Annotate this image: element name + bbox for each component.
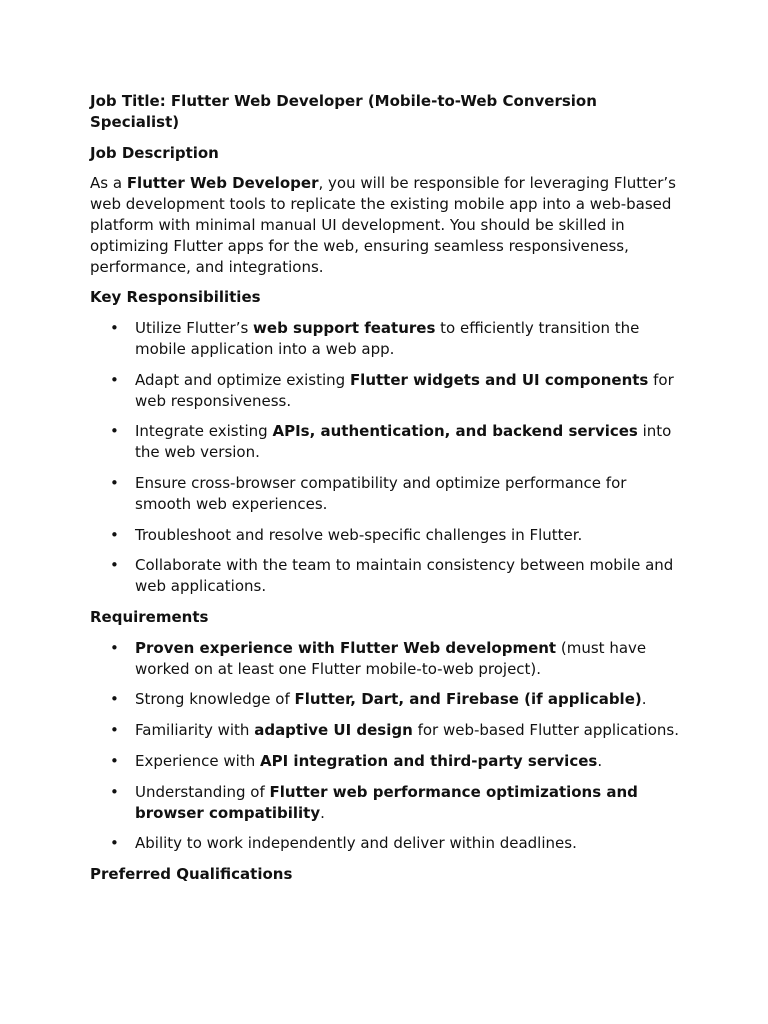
job-description-heading: Job Description (90, 143, 219, 162)
list-item (90, 370, 682, 412)
list-item (90, 525, 682, 546)
text-run: for web-based Flutter applications. (412, 721, 679, 740)
text-run: As a (90, 174, 127, 193)
document-page (90, 91, 682, 895)
bold-run: Flutter Web Developer (126, 174, 319, 193)
bold-run: Proven experience with Flutter Web development (135, 638, 557, 657)
text-run: Ability to work independently and deliver within deadlines. (135, 834, 577, 853)
text-run: Collaborate with the team to maintain consistency between mobile and web applications. (135, 556, 674, 596)
text-run: , you will be responsible for leveraging Flutter’s web development tools to replicate the existing mobile app into a web-based platform with minimal manual UI development. You should be skilled in optimizing Flutter apps for the web, ensuring seamless responsiveness, performance, and integrations. (90, 174, 676, 276)
list-item (90, 689, 682, 710)
text-run: Experience with (135, 751, 261, 770)
bold-run: API integration and third-party services (260, 751, 598, 770)
text-run: (must have worked on at least one Flutter mobile-to-web project). (135, 638, 647, 678)
list-item (90, 555, 682, 597)
responsibilities-list (90, 318, 682, 597)
text-run: Strong knowledge of (135, 690, 295, 709)
list-item (90, 782, 682, 824)
job-title: Job Title: Flutter Web Developer (Mobile-to-Web Conversion Specialist) (90, 92, 597, 131)
text-run: into the web version. (135, 422, 672, 462)
bold-run: web support features (253, 319, 436, 338)
bold-run: Flutter, Dart, and Firebase (if applicable) (294, 690, 642, 709)
bold-run: Flutter web performance optimizations and browser compatibility (135, 782, 638, 822)
text-run: Troubleshoot and resolve web-specific challenges in Flutter. (135, 525, 583, 544)
text-run: Familiarity with (135, 721, 255, 740)
text-run: Utilize Flutter’s (135, 319, 254, 338)
text-run: Understanding of (135, 782, 270, 801)
text-run: to efficiently transition the mobile application into a web app. (135, 319, 640, 358)
list-item (90, 421, 682, 463)
text-run: Adapt and optimize existing (135, 370, 350, 389)
text-run: . (320, 803, 325, 822)
list-item (90, 720, 682, 741)
text-run: for web responsiveness. (135, 370, 674, 410)
job-description-paragraph (90, 173, 682, 277)
preferred-qualifications-heading: Preferred Qualifications (90, 865, 293, 884)
list-item (90, 751, 682, 772)
bold-run: APIs, authentication, and backend services (272, 422, 638, 441)
text-run: . (597, 751, 603, 770)
list-item (90, 473, 682, 515)
bold-run: Flutter widgets and UI components (349, 370, 649, 389)
list-item (90, 638, 682, 680)
bold-run: adaptive UI design (254, 721, 413, 740)
key-responsibilities-heading: Key Responsibilities (90, 288, 261, 307)
text-run: . (641, 690, 647, 709)
text-run: Integrate existing (135, 422, 273, 441)
text-run: Ensure cross-browser compatibility and optimize performance for smooth web experiences. (135, 473, 627, 513)
requirements-list (90, 638, 682, 854)
requirements-heading: Requirements (90, 607, 209, 626)
list-item (90, 318, 682, 360)
list-item (90, 833, 682, 854)
